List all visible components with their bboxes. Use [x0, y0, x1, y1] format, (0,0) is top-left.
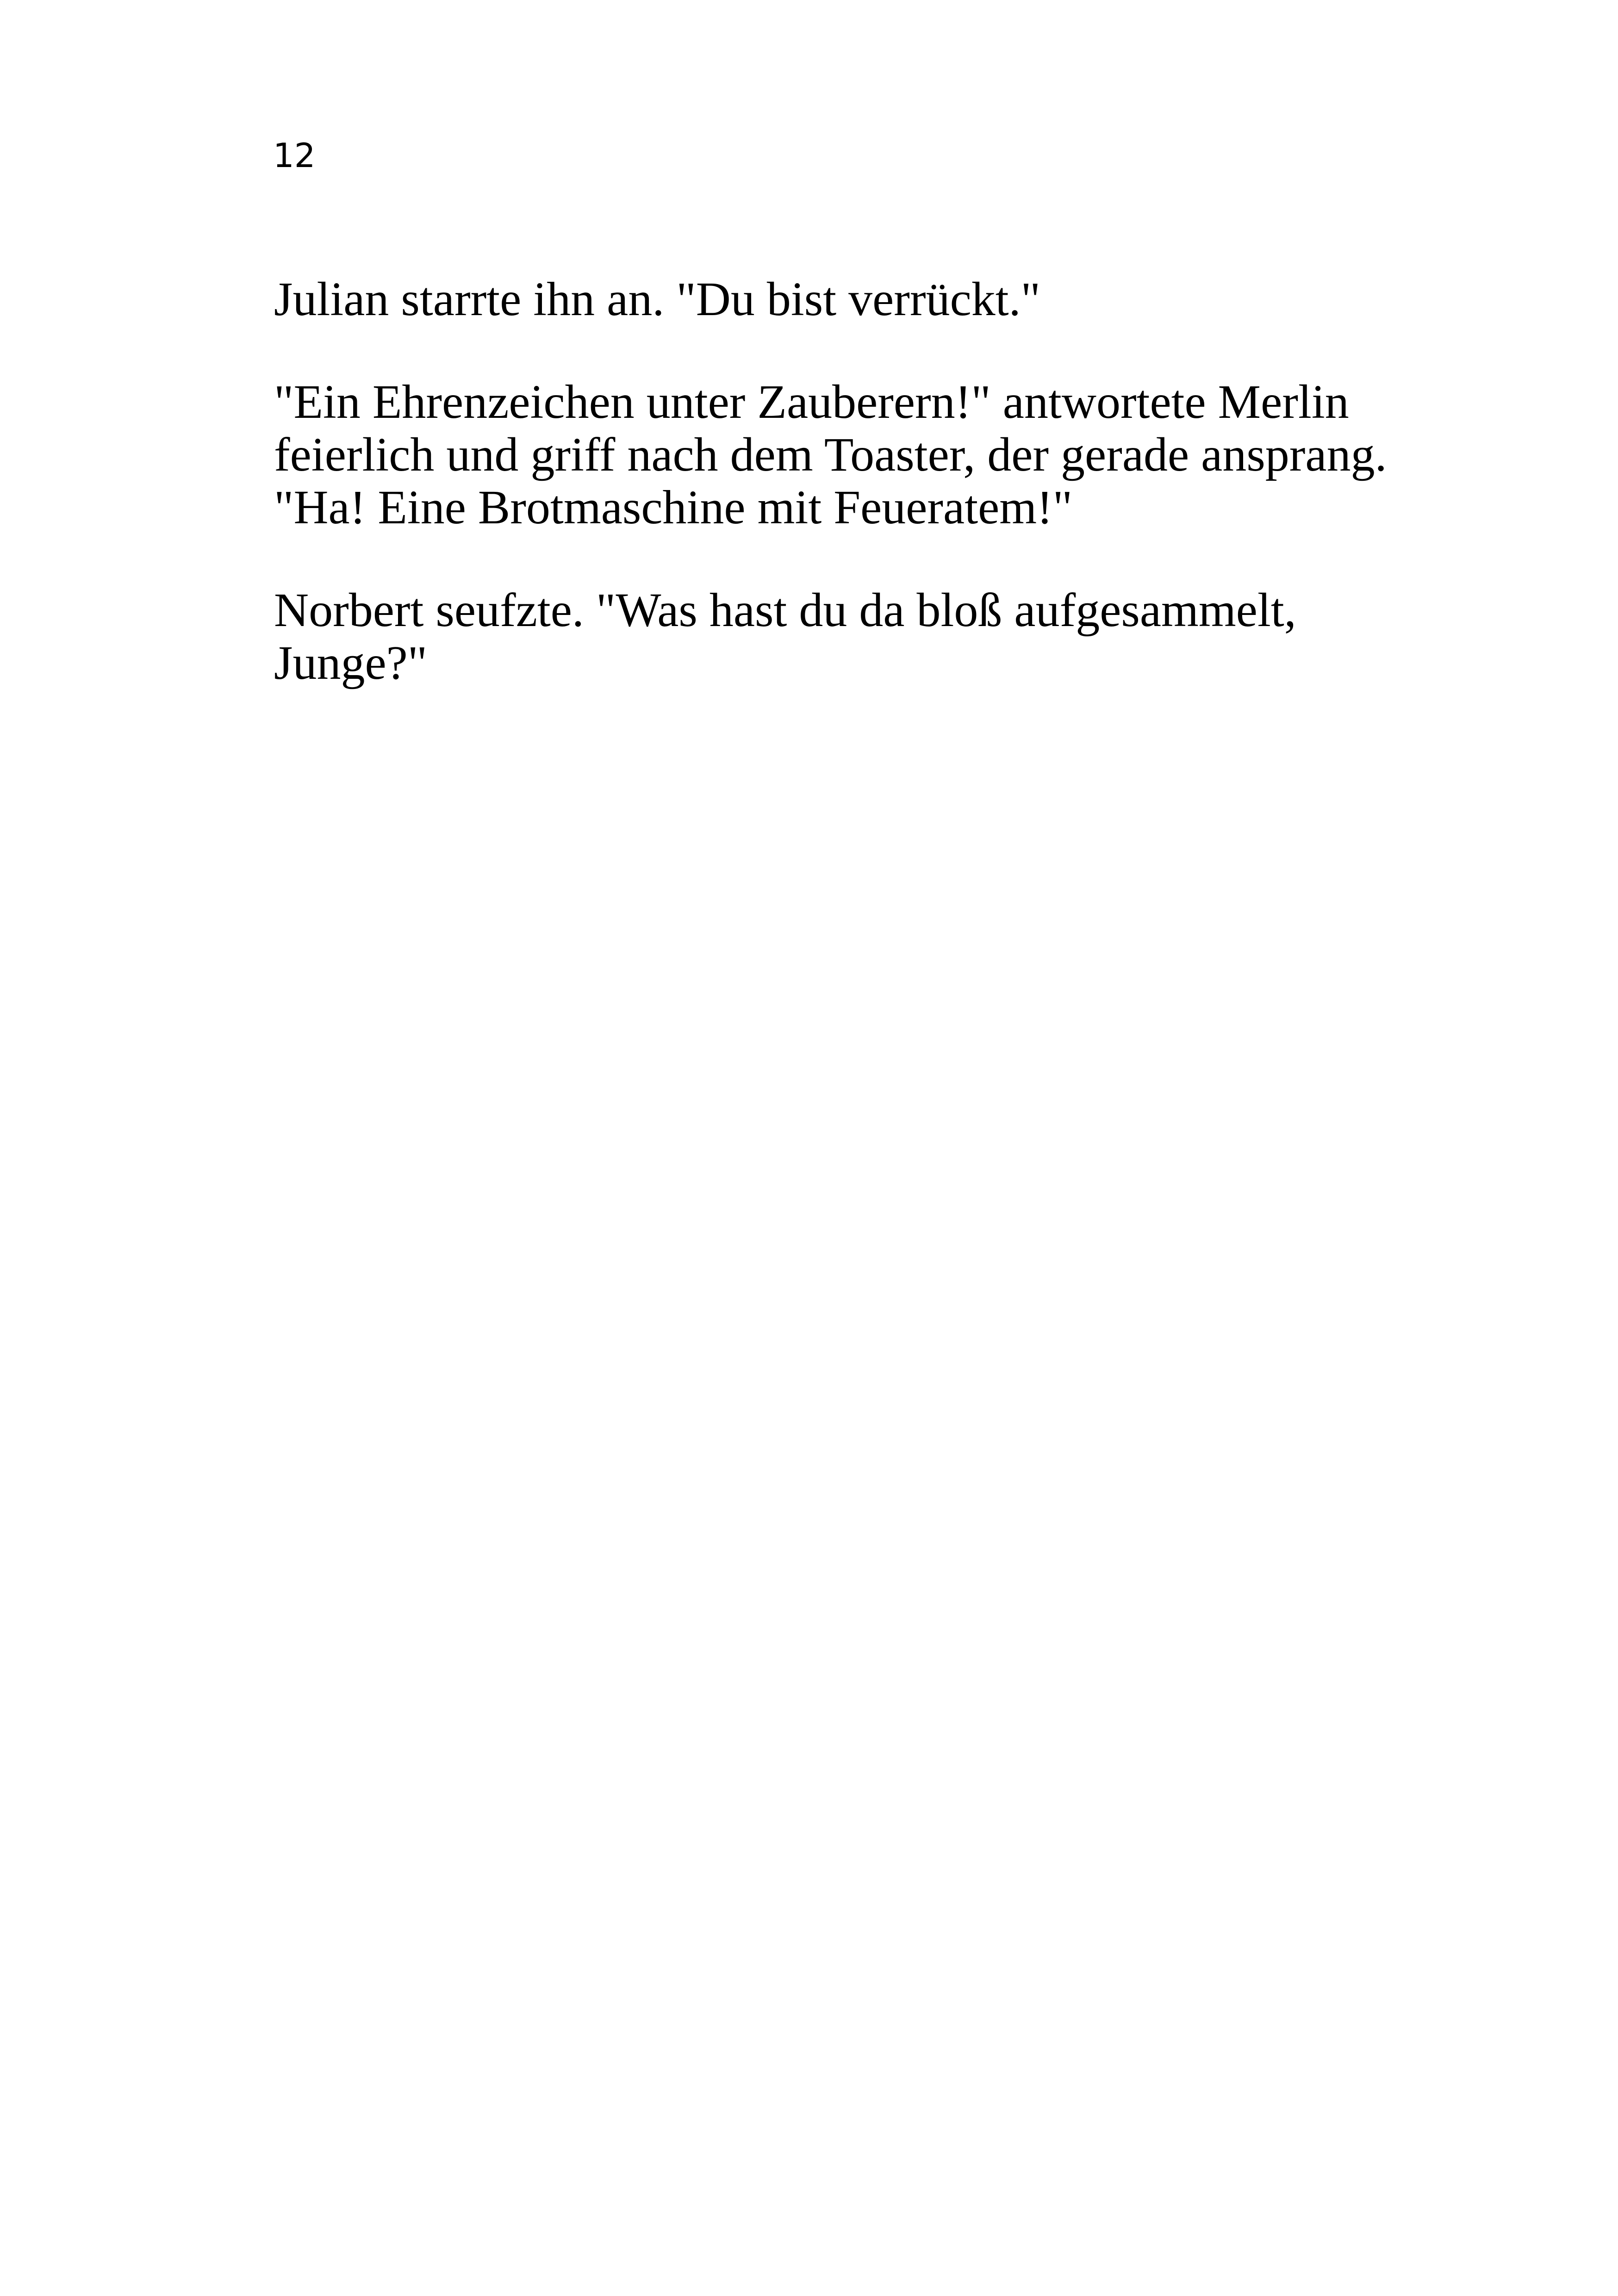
text-line: "Ha! Eine Brotmaschine mit Feueratem!" — [274, 481, 1073, 534]
text-line: Norbert seufzte. "Was hast du da bloß aufgesammelt, — [274, 583, 1296, 637]
text-line: Julian starrte ihn an. "Du bist verrückt." — [274, 273, 1041, 326]
page-number: 12 — [273, 136, 316, 175]
text-line: Junge?" — [274, 636, 428, 689]
text-line: "Ein Ehrenzeichen unter Zauberern!" antwortete Merlin — [274, 375, 1349, 428]
paragraph-julian — [274, 273, 1385, 326]
paragraph-merlin — [274, 376, 1385, 534]
paragraph-norbert — [274, 584, 1385, 689]
text-line: feierlich und griff nach dem Toaster, der gerade ansprang. — [274, 428, 1387, 481]
body-text — [274, 273, 1385, 739]
